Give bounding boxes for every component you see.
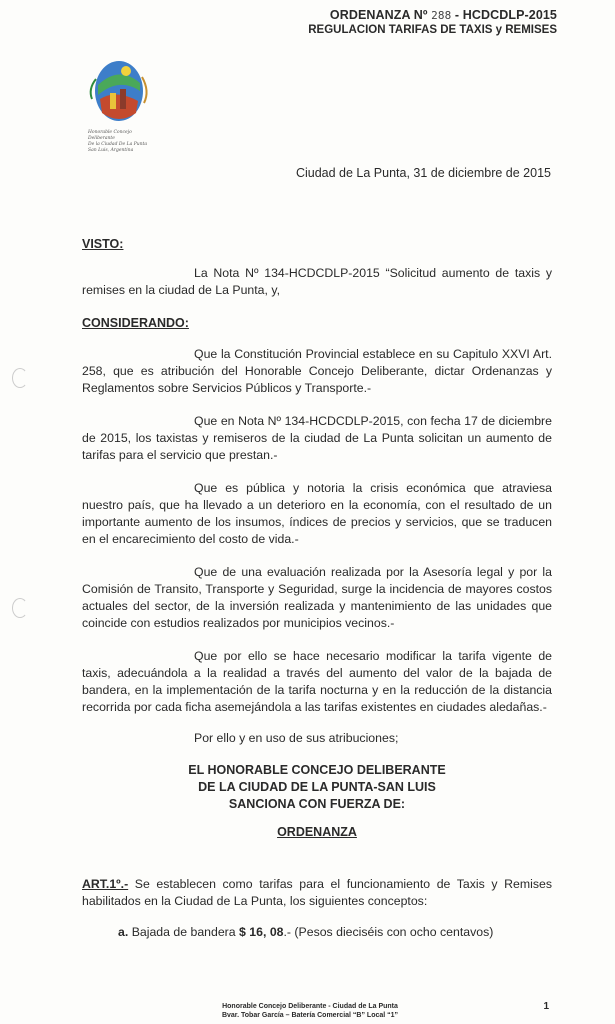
sanciona-line: EL HONORABLE CONCEJO DELIBERANTE — [188, 763, 446, 777]
ordinance-number-header — [330, 8, 557, 22]
scan-hole-mark — [12, 598, 28, 618]
document-date: Ciudad de La Punta, 31 de diciembre de 2015 — [295, 166, 551, 180]
ordinance-prefix: ORDENANZA Nº — [329, 8, 428, 22]
article-1-text: Se establecen como tarifas para el funcionamiento de Taxis y Remises habilitados en la Ciudad de La Punta, los siguientes conceptos: — [82, 877, 552, 908]
ordenanza-title: ORDENANZA — [277, 825, 357, 839]
footer-line: Bvar. Tobar García – Batería Comercial “B” Local “1” — [221, 1012, 399, 1019]
item-a-amount: $ 16, 08 — [239, 925, 284, 939]
visto-heading: VISTO: — [82, 237, 124, 251]
considerando-closing: Por ello y en uso de sus atribuciones; — [194, 731, 399, 745]
article-1-label: ART.1º.- — [82, 877, 129, 891]
considerando-paragraph: Que la Constitución Provincial establece en su Capitulo XXVI Art. 258, que es atribución del Honorable Concejo Deliberante, dictar Ordenanzas y Reglamentos sobre Servicios Públicos y Transporte.- — [82, 347, 552, 395]
sanciona-line: SANCIONA CON FUERZA DE: — [228, 797, 406, 811]
ordinance-subject-header: REGULACION TARIFAS DE TAXIS y REMISES — [308, 24, 557, 36]
logo-caption — [88, 130, 158, 154]
logo-caption-line: San Luis, Argentina — [88, 148, 134, 153]
scan-hole-mark — [12, 368, 28, 388]
logo-caption-line: De la Ciudad De La Punta — [88, 142, 148, 147]
considerando-paragraph: Que es pública y notoria la crisis económica que atraviesa nuestro país, que ha llevado a un deterioro en la economía, con el resultado de un importante aumento de los insumos, índices de precios y servicios, que se traducen en el encarecimiento del costo de vida.- — [82, 481, 552, 546]
page-number: 1 — [543, 1001, 549, 1012]
footer-line: Honorable Concejo Deliberante - Ciudad de La Punta — [222, 1003, 398, 1010]
ordinance-number-handwritten: 288 — [431, 9, 452, 22]
item-a-rest: .- (Pesos dieciséis con ocho centavos) — [283, 925, 494, 939]
council-emblem-icon — [86, 55, 152, 129]
considerando-paragraph: Que en Nota Nº 134-HCDCDLP-2015, con fecha 17 de diciembre de 2015, los taxistas y remiseros de la ciudad de La Punta solicitan un aumento de tarifas para el servicio que prestan.- — [82, 414, 552, 462]
article-1 — [82, 876, 552, 910]
considerando-paragraph: Que por ello se hace necesario modificar la tarifa vigente de taxis, adecuándola a la realidad a través del aumento del valor de la bajada de bandera, en la implementación de la tarifa nocturna y en la reducción de la distancia recorrida por cada ficha asemejándola a las tarifas existentes en ciudades aledañas.- — [82, 649, 552, 714]
sanciona-block — [82, 762, 552, 813]
page-footer — [160, 1002, 460, 1020]
ordinance-suffix: - HCDCDLP-2015 — [454, 8, 557, 22]
sanciona-line: DE LA CIUDAD DE LA PUNTA-SAN LUIS — [198, 780, 436, 794]
item-a-text: Bajada de bandera — [131, 925, 236, 939]
considerando-paragraph: Que de una evaluación realizada por la Asesoría legal y por la Comisión de Transito, Transporte y Seguridad, surge la incidencia de mayores costos actuales del sector, de la inversión realizada y mantenimiento de las unidades que coincide con estudios realizados por municipios vecinos.- — [82, 565, 552, 630]
article-1-item-a — [118, 924, 558, 941]
considerando-heading: CONSIDERANDO: — [82, 316, 189, 330]
logo-caption-line: Honorable Concejo Deliberante — [88, 130, 132, 141]
visto-text: La Nota Nº 134-HCDCDLP-2015 “Solicitud aumento de taxis y remises en la ciudad de La Punta, y, — [82, 266, 552, 297]
item-a-letter: a. — [118, 925, 129, 939]
